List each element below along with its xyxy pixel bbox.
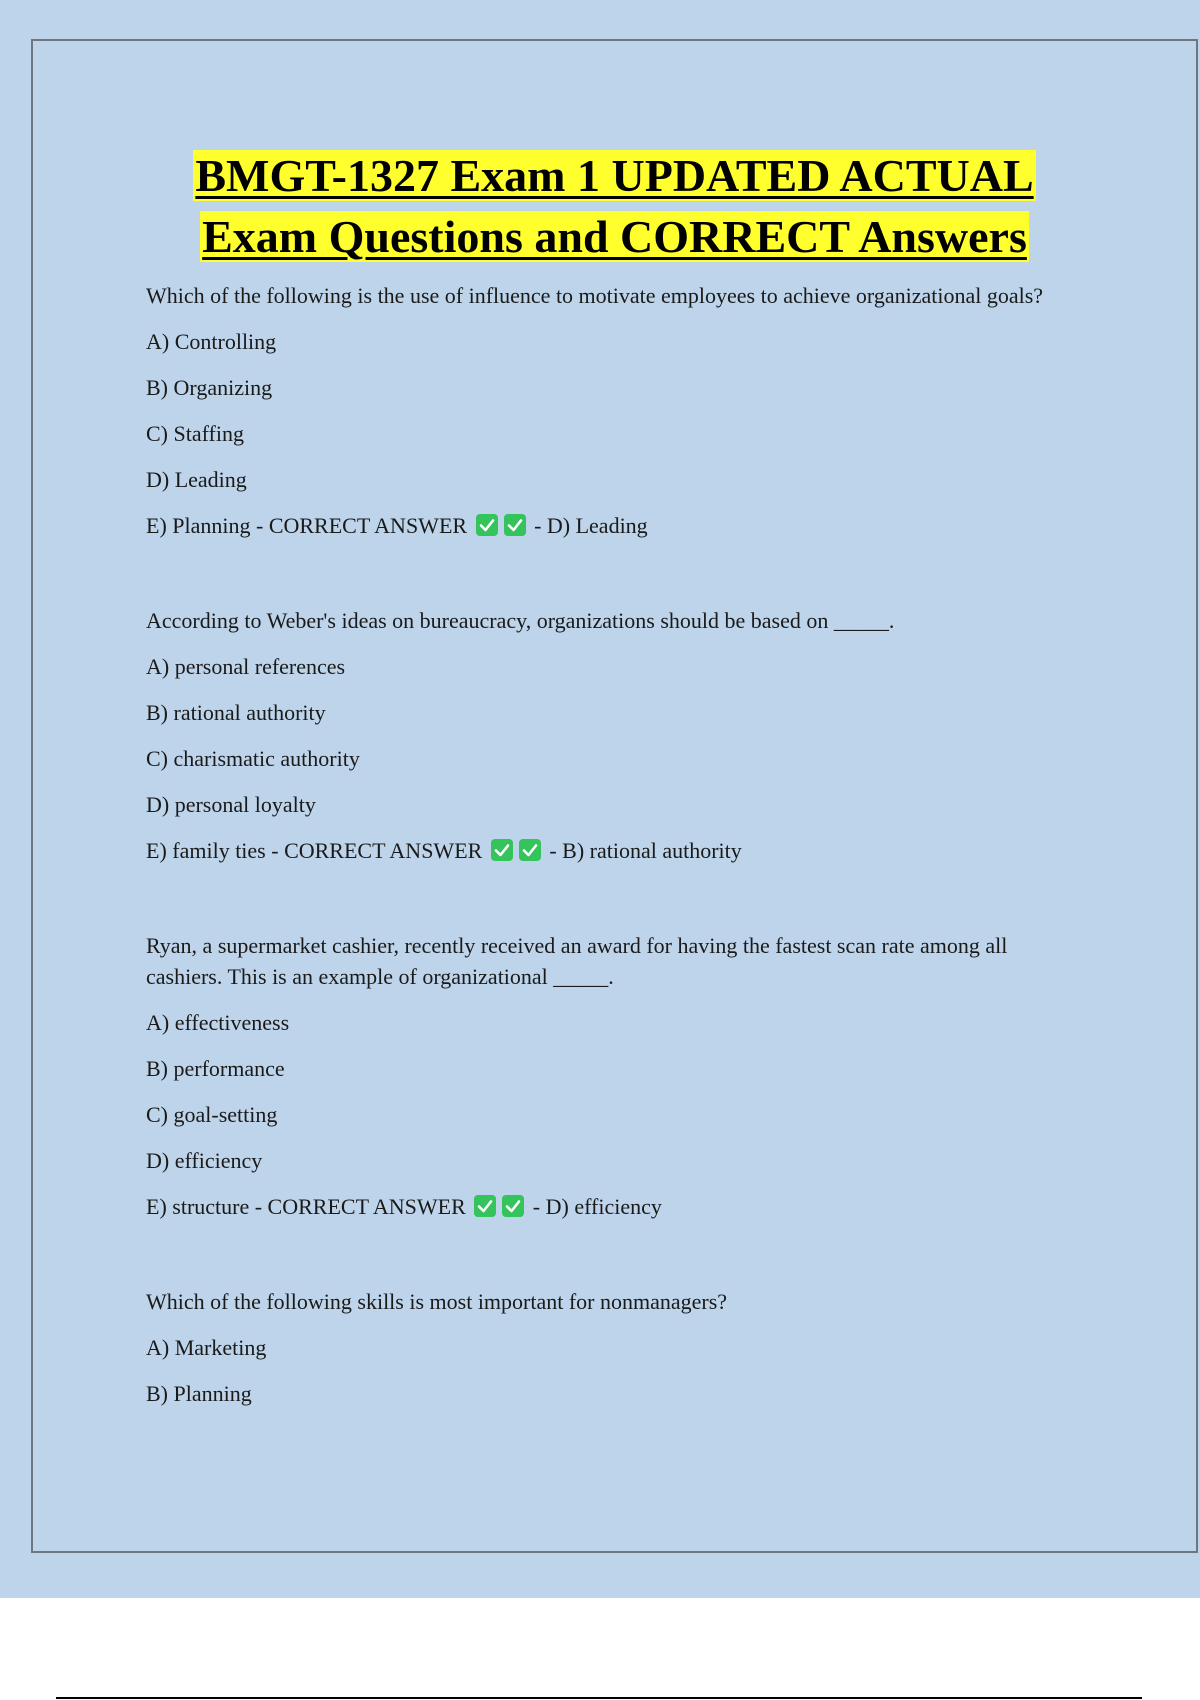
option-e: E) Planning - CORRECT ANSWER	[146, 513, 468, 538]
question-block-4	[146, 1286, 1066, 1409]
check-box-icon	[474, 1195, 496, 1217]
check-box-icon	[504, 514, 526, 536]
option-a: A) Controlling	[146, 329, 277, 354]
option-d: D) personal loyalty	[146, 792, 316, 817]
question-block-2	[146, 605, 1066, 866]
option-e: E) family ties - CORRECT ANSWER	[146, 838, 483, 863]
page-title	[31, 145, 1198, 267]
option-d: D) efficiency	[146, 1148, 263, 1173]
option-c: C) goal-setting	[146, 1102, 278, 1127]
question-block-3	[146, 930, 1066, 1222]
option-b: B) Planning	[146, 1381, 252, 1406]
option-d: D) Leading	[146, 467, 247, 492]
option-a: A) Marketing	[146, 1335, 267, 1360]
title-line-2: Exam Questions and CORRECT Answers	[202, 211, 1027, 262]
check-box-icon	[491, 839, 513, 861]
question-text: Ryan, a supermarket cashier, recently received an award for having the fastest scan rate among all cashiers. This is an example of organizational _____.	[146, 933, 1008, 989]
check-box-icon	[502, 1195, 524, 1217]
option-a: A) effectiveness	[146, 1010, 290, 1035]
answer-line	[146, 835, 1066, 866]
question-block-1	[146, 280, 1066, 541]
question-text: Which of the following is the use of influence to motivate employees to achieve organizational goals?	[146, 283, 1044, 308]
option-b: B) Organizing	[146, 375, 273, 400]
option-e: E) structure - CORRECT ANSWER	[146, 1194, 466, 1219]
question-text: According to Weber's ideas on bureaucracy, organizations should be based on _____.	[146, 608, 895, 633]
option-c: C) Staffing	[146, 421, 244, 446]
question-text: Which of the following skills is most important for nonmanagers?	[146, 1289, 728, 1314]
question-list	[146, 280, 1066, 1424]
footer-divider	[56, 1697, 1142, 1699]
option-c: C) charismatic authority	[146, 746, 360, 771]
title-line-1: BMGT-1327 Exam 1 UPDATED ACTUAL	[195, 150, 1034, 201]
option-b: B) performance	[146, 1056, 285, 1081]
option-a: A) personal references	[146, 654, 346, 679]
correct-answer: - B) rational authority	[549, 838, 742, 863]
answer-line	[146, 1191, 1066, 1222]
correct-answer: - D) efficiency	[532, 1194, 662, 1219]
option-b: B) rational authority	[146, 700, 326, 725]
correct-answer: - D) Leading	[534, 513, 648, 538]
check-box-icon	[519, 839, 541, 861]
answer-line	[146, 510, 1066, 541]
check-box-icon	[476, 514, 498, 536]
